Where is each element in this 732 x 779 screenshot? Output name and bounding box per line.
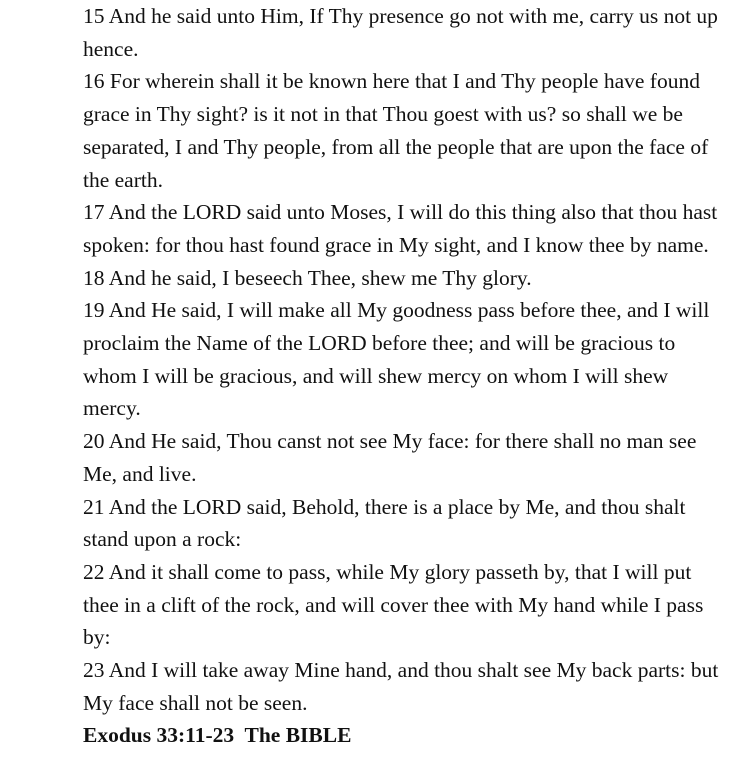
verse-22: 22 And it shall come to pass, while My glory passeth by, that I will put thee in a clift of the rock, and will cover thee with My hand while I pass by: (83, 559, 704, 650)
scripture-passage (83, 0, 723, 752)
verse-23: 23 And I will take away Mine hand, and thou shalt see My back parts: but My face shall not be seen. (83, 658, 719, 715)
verse-18: 18 And he said, I beseech Thee, shew me Thy glory. (83, 265, 532, 290)
verse-19: 19 And He said, I will make all My goodness pass before thee, and I will proclaim the Name of the LORD before thee; and will be gracious to whom I will be gracious, and will shew mercy on whom I will shew mercy. (83, 298, 710, 421)
verse-21: 21 And the LORD said, Behold, there is a place by Me, and thou shalt stand upon a rock: (83, 494, 686, 552)
verse-16: 16 For wherein shall it be known here that I and Thy people have found grace in Thy sight? is it not in that Thou goest with us? so shall we be separated, I and Thy people, from all the people that are upon the face of the earth. (83, 69, 709, 192)
verse-20: 20 And He said, Thou canst not see My face: for there shall no man see Me, and live. (83, 429, 697, 486)
passage-reference: Exodus 33:11-23 The BIBLE (83, 723, 352, 748)
verse-17: 17 And the LORD said unto Moses, I will do this thing also that thou hast spoken: for thou hast found grace in My sight, and I know thee by name. (83, 200, 718, 257)
verse-15: 15 And he said unto Him, If Thy presence go not with me, carry us not up hence. (83, 4, 718, 61)
